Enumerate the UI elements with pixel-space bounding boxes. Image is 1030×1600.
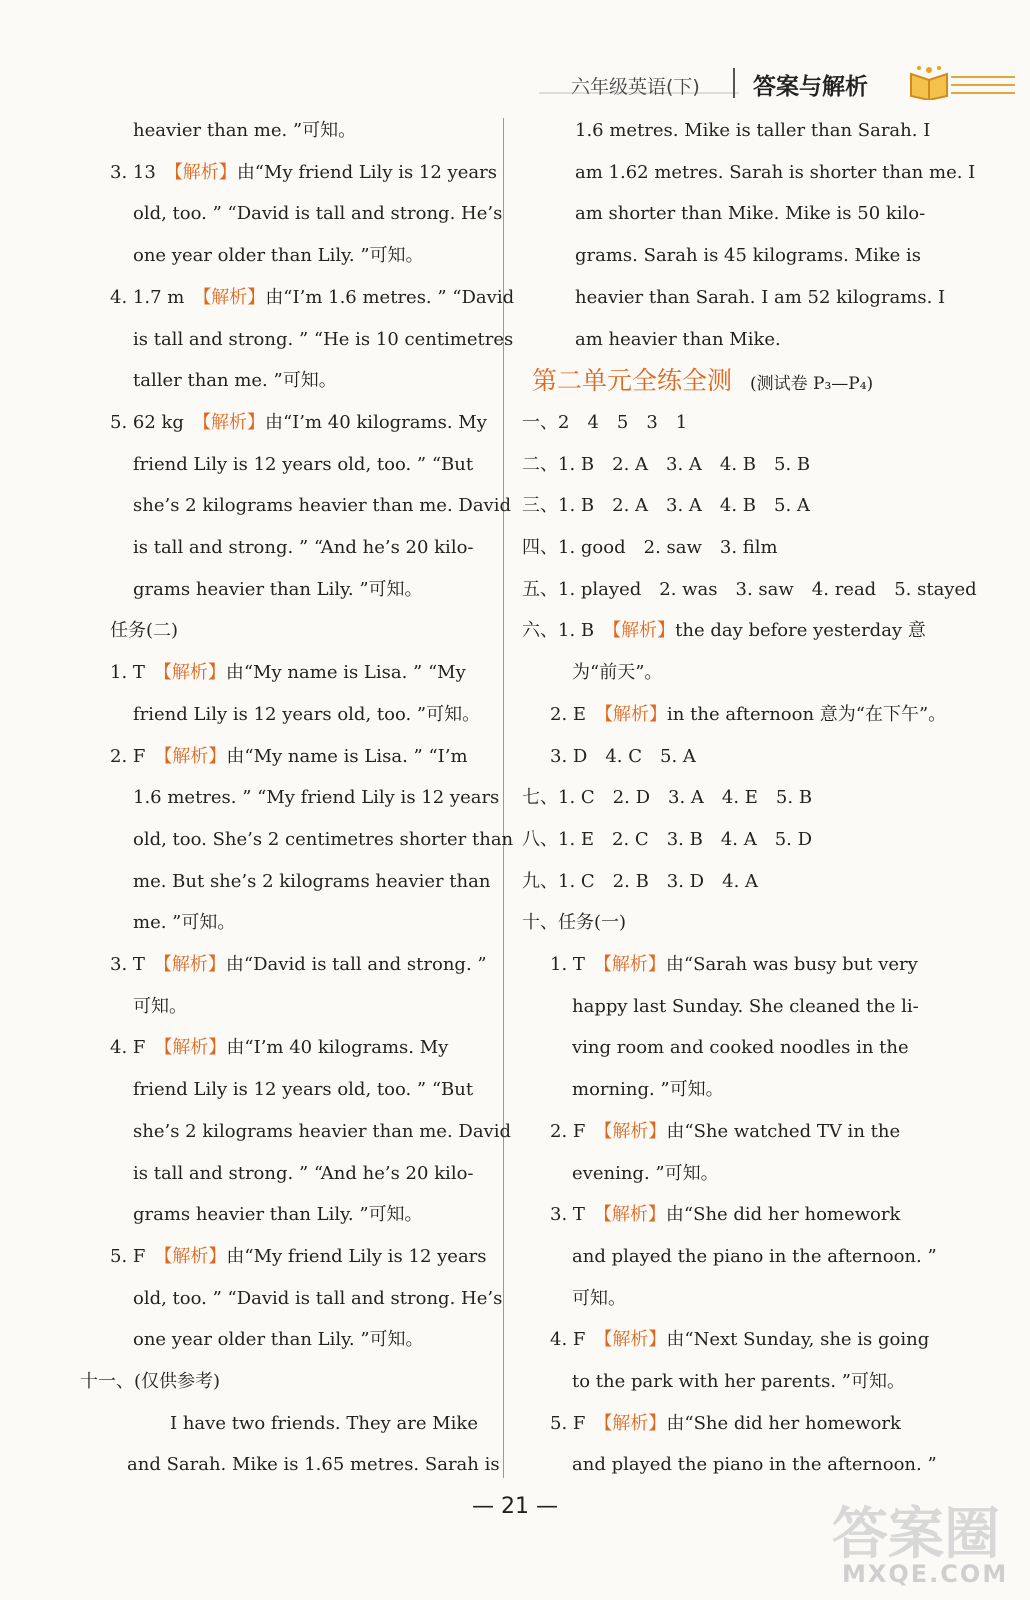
left-line <box>133 1286 502 1312</box>
line-text: 由“David is tall and strong. ” <box>225 954 487 975</box>
line-text: 1.6 metres. Mike is taller than Sarah. I <box>575 120 931 141</box>
line-text: she’s 2 kilograms heavier than me. David <box>133 1120 512 1142</box>
left-line <box>133 994 187 1020</box>
analysis-tag: 【解析】 <box>163 1037 227 1059</box>
line-text: happy last Sunday. She cleaned the li- <box>572 995 919 1017</box>
line-text: 3. D 4. C 5. A <box>550 745 696 767</box>
left-line <box>133 452 473 478</box>
line-text: 由“Next Sunday, she is going <box>666 1329 930 1351</box>
watermark-logo <box>826 1480 1022 1590</box>
analysis-tag: 【解析】 <box>603 1329 667 1351</box>
right-line <box>572 1452 937 1478</box>
right-line <box>522 493 810 519</box>
line-text: am shorter than Mike. Mike is 50 kilo- <box>575 203 926 225</box>
line-text: old, too. ” “David is tall and strong. He’s <box>133 203 503 225</box>
line-text: 四、1. good 2. saw 3. film <box>522 537 778 558</box>
header-title: 答案与解析 <box>753 74 868 100</box>
section-note: (测试卷 P₃—P₄) <box>750 374 874 395</box>
line-text: taller than me. ”可知。 <box>133 370 337 392</box>
left-line <box>170 1411 478 1437</box>
line-text: 由“My name is Lisa. ” “My <box>225 662 466 684</box>
right-line <box>572 1369 905 1395</box>
line-text: 由“She did her homework <box>665 1204 901 1226</box>
line-text: the day before yesterday 意 <box>675 620 926 642</box>
line-text: friend Lily is 12 years old, too. ” “But <box>133 453 474 475</box>
line-text: me. But she’s 2 kilograms heavier than <box>133 870 491 892</box>
left-line <box>133 535 474 561</box>
line-text: ving room and cooked noodles in the <box>572 1037 909 1059</box>
line-text: is tall and strong. ” “And he’s 20 kilo- <box>133 537 474 558</box>
right-line <box>522 869 758 895</box>
right-line <box>575 160 975 186</box>
right-line <box>572 1161 719 1187</box>
right-line <box>575 243 921 269</box>
left-line <box>133 368 337 394</box>
line-text: grams heavier than Lily. ”可知。 <box>133 578 423 600</box>
line-text: 可知。 <box>572 1287 626 1309</box>
left-line <box>133 1077 473 1103</box>
left-line <box>133 577 423 603</box>
right-line <box>522 910 626 936</box>
left-line <box>80 1369 220 1395</box>
right-line <box>522 785 812 811</box>
line-text: 任务(二) <box>110 620 179 642</box>
right-line <box>572 1286 626 1312</box>
left-line <box>133 1327 424 1353</box>
left-line <box>110 952 487 978</box>
header-rule <box>951 84 1015 86</box>
analysis-tag: 【解析】 <box>603 1412 667 1434</box>
line-text: one year older than Lily. ”可知。 <box>133 245 424 267</box>
line-text: old, too. ” “David is tall and strong. He’s <box>133 1287 503 1309</box>
item-number: 4. F <box>550 1329 604 1351</box>
line-text: 为“前天”。 <box>572 662 663 684</box>
line-text: 九、1. C 2. B 3. D 4. A <box>522 870 759 892</box>
left-line <box>133 243 424 269</box>
right-line <box>550 1411 901 1437</box>
line-text: I have two friends. They are Mike <box>170 1412 478 1434</box>
right-line <box>575 327 781 353</box>
line-text: 八、1. E 2. C 3. B 4. A 5. D <box>522 828 813 850</box>
header-rule <box>951 76 1015 78</box>
left-line <box>110 660 466 686</box>
item-number: 2. F <box>110 745 164 767</box>
line-text: and played the piano in the afternoon. ” <box>572 1245 937 1267</box>
item-number: 4. 1.7 m <box>110 286 203 308</box>
right-line <box>575 201 925 227</box>
line-text: and Sarah. Mike is 1.65 metres. Sarah is <box>127 1454 500 1476</box>
analysis-tag: 【解析】 <box>162 954 226 975</box>
item-number: 5. F <box>110 1245 164 1267</box>
analysis-tag: 【解析】 <box>602 954 666 975</box>
left-line <box>133 827 513 853</box>
analysis-tag: 【解析】 <box>603 1120 667 1142</box>
left-line <box>127 1452 500 1478</box>
analysis-tag: 【解析】 <box>163 745 227 767</box>
line-text: 由“My friend Lily is 12 years <box>226 1245 487 1267</box>
analysis-tag: 【解析】 <box>162 662 226 684</box>
right-line <box>572 994 919 1020</box>
line-text: is tall and strong. ” “And he’s 20 kilo- <box>133 1162 474 1184</box>
line-text: 由“She did her homework <box>666 1412 901 1434</box>
item-number: 5. F <box>550 1412 604 1434</box>
page-header <box>535 62 1015 106</box>
analysis-tag: 【解析】 <box>173 161 237 183</box>
analysis-tag: 【解析】 <box>201 411 265 433</box>
analysis-tag: 【解析】 <box>604 703 668 725</box>
line-text: one year older than Lily. ”可知。 <box>133 1329 424 1351</box>
header-divider <box>733 68 735 98</box>
item-number: 3. T <box>110 954 163 975</box>
header-rule <box>951 92 1015 94</box>
right-line <box>522 577 977 603</box>
line-text: is tall and strong. ” “He is 10 centimetres <box>133 328 514 350</box>
right-line <box>550 702 946 728</box>
analysis-tag: 【解析】 <box>602 1204 666 1226</box>
line-text: friend Lily is 12 years old, too. ”可知。 <box>133 703 481 725</box>
watermark-url: MXQE.COM <box>842 1560 1009 1588</box>
line-text: 由“My name is Lisa. ” “I’m <box>226 745 468 767</box>
item-number: 1. T <box>550 954 603 975</box>
line-text: morning. ”可知。 <box>572 1079 724 1101</box>
analysis-tag: 【解析】 <box>202 286 266 308</box>
right-line <box>550 1202 900 1228</box>
item-number: 1. T <box>110 662 163 684</box>
right-line <box>532 368 873 397</box>
line-text: 一、2 4 5 3 1 <box>522 411 688 433</box>
line-text: 可知。 <box>133 995 187 1017</box>
right-line <box>572 1244 937 1270</box>
line-text: 十一、(仅供参考) <box>80 1371 221 1392</box>
left-line <box>110 285 514 311</box>
item-number: 2. E <box>550 703 605 725</box>
line-text: am 1.62 metres. Sarah is shorter than me. I <box>575 161 976 183</box>
left-line <box>133 1161 474 1187</box>
line-text: 三、1. B 2. A 3. A 4. B 5. A <box>522 495 810 517</box>
open-book-icon <box>907 64 951 100</box>
right-line <box>550 1119 900 1145</box>
item-number: 5. 62 kg <box>110 411 202 433</box>
line-text: 由“I’m 40 kilograms. My <box>264 411 487 433</box>
left-line <box>110 1035 448 1061</box>
column-divider <box>503 118 504 1478</box>
line-text: 五、1. played 2. was 3. saw 4. read 5. stayed <box>522 578 977 600</box>
left-line <box>133 327 513 353</box>
line-text: 由“Sarah was busy but very <box>665 954 918 975</box>
header-subtitle: 六年级英语(下) <box>571 76 700 98</box>
item-number: 3. 13 <box>110 161 174 183</box>
right-line <box>572 1077 724 1103</box>
left-line <box>133 1119 511 1145</box>
analysis-tag: 【解析】 <box>163 1245 227 1267</box>
line-text: 由“I’m 40 kilograms. My <box>226 1037 449 1059</box>
right-line <box>522 535 778 561</box>
right-line <box>522 827 812 853</box>
line-text: grams. Sarah is 45 kilograms. Mike is <box>575 245 921 267</box>
left-line <box>110 410 487 436</box>
section-title: 第二单元全练全测 <box>532 366 733 396</box>
right-line <box>572 1035 909 1061</box>
item-number: 3. T <box>550 1204 603 1226</box>
right-line <box>522 410 687 436</box>
line-text: friend Lily is 12 years old, too. ” “But <box>133 1079 474 1101</box>
right-line <box>522 618 926 644</box>
line-text: old, too. She’s 2 centimetres shorter than <box>133 828 514 850</box>
right-line <box>572 660 662 686</box>
left-line <box>133 493 511 519</box>
left-line <box>133 785 499 811</box>
item-number: 六、1. B <box>522 620 613 642</box>
right-line <box>550 744 696 770</box>
line-text: and played the piano in the afternoon. ” <box>572 1454 937 1476</box>
right-line <box>550 952 918 978</box>
left-line <box>110 744 468 770</box>
left-line <box>133 201 502 227</box>
left-line <box>133 910 235 936</box>
left-line <box>133 1202 423 1228</box>
line-text: 由“She watched TV in the <box>666 1120 901 1142</box>
line-text: 二、1. B 2. A 3. A 4. B 5. B <box>522 453 811 475</box>
line-text: heavier than me. ”可知。 <box>133 120 357 141</box>
item-number: 2. F <box>550 1120 604 1142</box>
item-number: 4. F <box>110 1037 164 1059</box>
right-line <box>575 285 945 311</box>
left-line <box>110 618 178 644</box>
line-text: evening. ”可知。 <box>572 1162 719 1184</box>
line-text: 由“My friend Lily is 12 years <box>236 161 497 183</box>
right-line <box>575 118 930 144</box>
line-text: 1.6 metres. ” “My friend Lily is 12 years <box>133 787 500 809</box>
line-text: 由“I’m 1.6 metres. ” “David <box>265 286 515 308</box>
line-text: in the afternoon 意为“在下午”。 <box>667 703 947 725</box>
analysis-tag: 【解析】 <box>612 620 676 642</box>
page-number: — 21 — <box>472 1494 558 1519</box>
line-text: 十、任务(一) <box>522 912 627 934</box>
line-text: heavier than Sarah. I am 52 kilograms. I <box>575 286 946 308</box>
left-line <box>133 869 490 895</box>
left-line <box>110 160 497 186</box>
line-text: 七、1. C 2. D 3. A 4. E 5. B <box>522 787 813 809</box>
right-line <box>522 452 810 478</box>
line-text: to the park with her parents. ”可知。 <box>572 1371 905 1392</box>
line-text: me. ”可知。 <box>133 912 236 934</box>
left-line <box>110 1244 487 1270</box>
watermark-logo-text: 答案圈 <box>832 1502 1000 1567</box>
line-text: she’s 2 kilograms heavier than me. David <box>133 495 512 517</box>
right-line <box>550 1327 929 1353</box>
left-line <box>133 118 356 144</box>
line-text: am heavier than Mike. <box>575 328 781 350</box>
line-text: grams heavier than Lily. ”可知。 <box>133 1204 423 1226</box>
left-line <box>133 702 480 728</box>
